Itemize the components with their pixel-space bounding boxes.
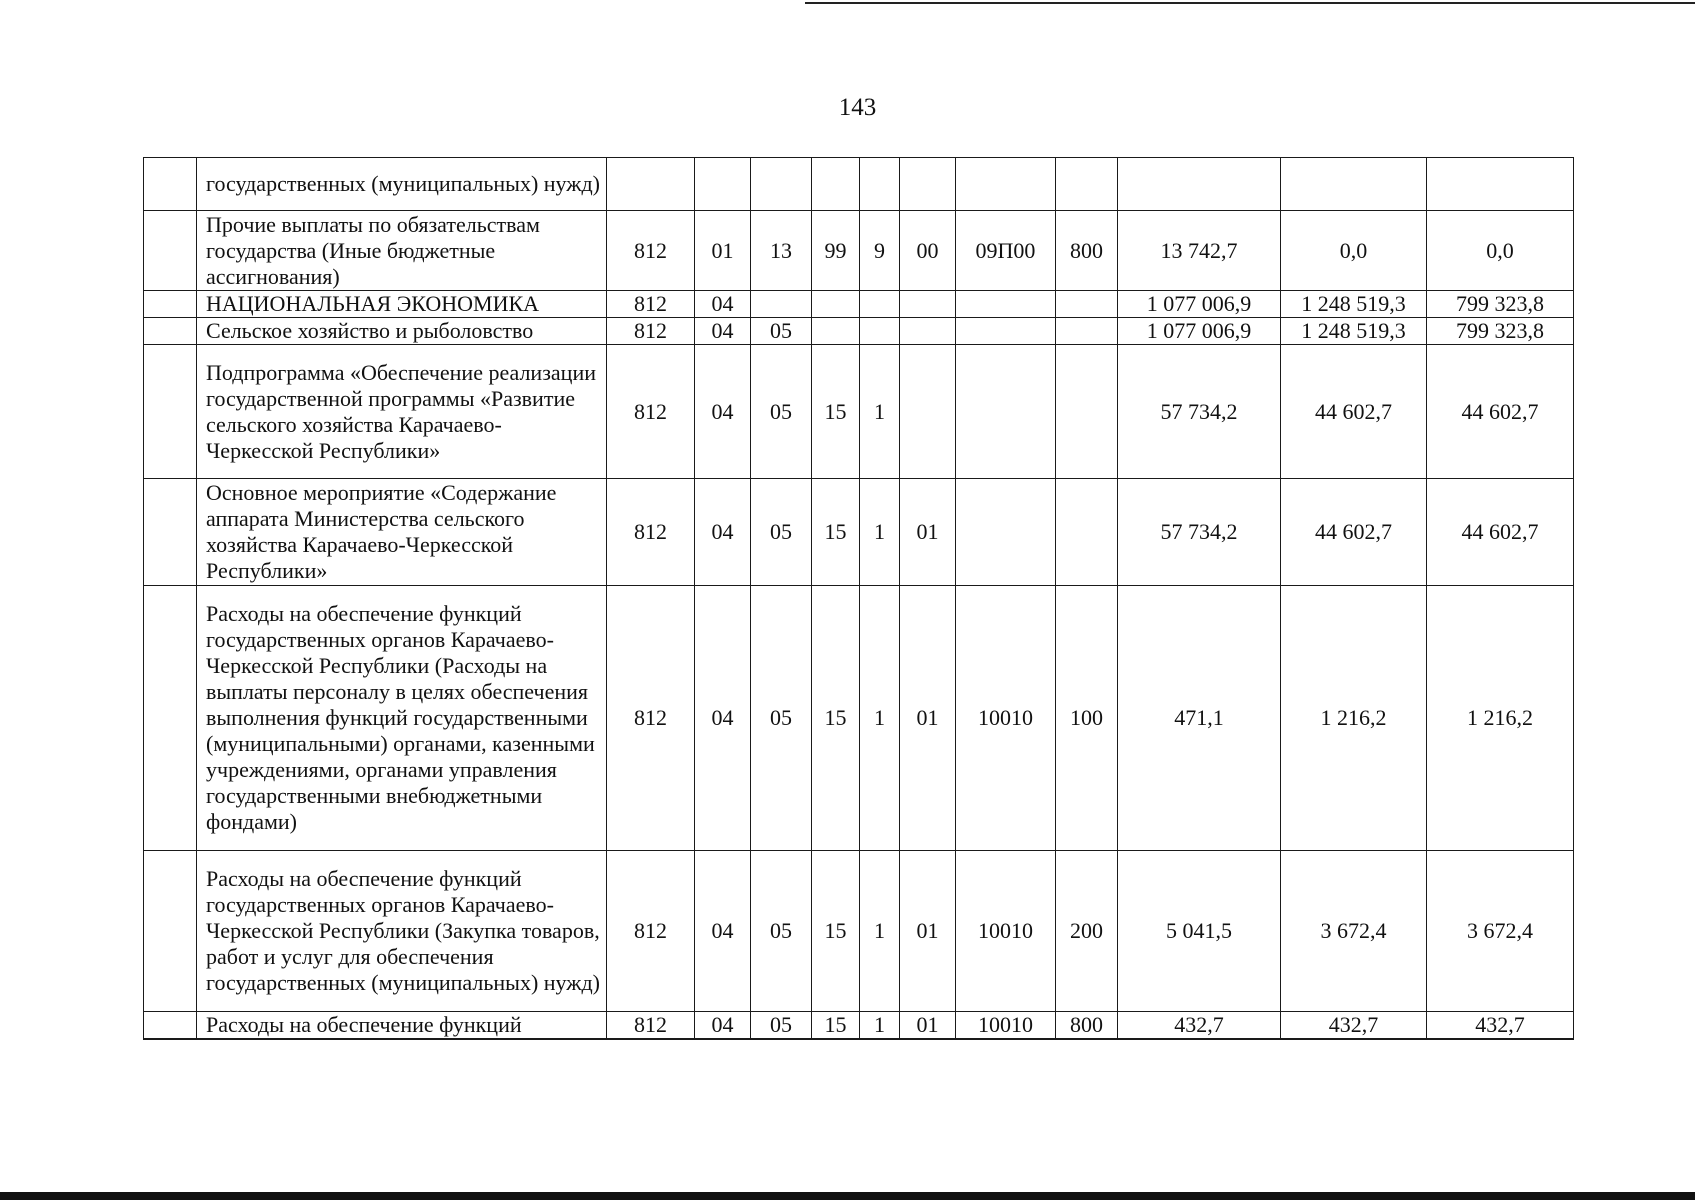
sum-2-cell: 1 216,2 xyxy=(1281,586,1427,851)
razdel-cell xyxy=(695,158,751,211)
vid-rashodov-cell xyxy=(1056,318,1118,345)
razdel-cell: 04 xyxy=(695,479,751,586)
table-row xyxy=(144,291,1574,318)
subprogram-cell: 1 xyxy=(860,851,900,1012)
razdel-cell: 04 xyxy=(695,291,751,318)
row-index-cell xyxy=(144,345,197,479)
razdel-cell: 04 xyxy=(695,345,751,479)
subprogram-cell: 1 xyxy=(860,345,900,479)
sum-3-cell: 432,7 xyxy=(1427,1012,1574,1040)
program-cell: 15 xyxy=(812,345,860,479)
sum-3-cell: 799 323,8 xyxy=(1427,318,1574,345)
sum-1-cell: 13 742,7 xyxy=(1118,211,1281,291)
sum-3-cell: 1 216,2 xyxy=(1427,586,1574,851)
napravlenie-cell xyxy=(956,345,1056,479)
vid-rashodov-cell: 800 xyxy=(1056,1012,1118,1040)
podrazdel-cell xyxy=(751,291,812,318)
podrazdel-cell: 05 xyxy=(751,318,812,345)
sum-2-cell: 44 602,7 xyxy=(1281,479,1427,586)
vid-rashodov-cell xyxy=(1056,479,1118,586)
vedomstvo-cell: 812 xyxy=(607,586,695,851)
program-cell xyxy=(812,158,860,211)
row-index-cell xyxy=(144,851,197,1012)
sum-1-cell: 1 077 006,9 xyxy=(1118,318,1281,345)
sum-2-cell: 3 672,4 xyxy=(1281,851,1427,1012)
sum-3-cell: 44 602,7 xyxy=(1427,345,1574,479)
vid-rashodov-cell xyxy=(1056,291,1118,318)
table-row xyxy=(144,1012,1574,1040)
table-row xyxy=(144,586,1574,851)
subprogram-cell xyxy=(860,291,900,318)
meropriyatie-cell xyxy=(900,318,956,345)
vid-rashodov-cell: 200 xyxy=(1056,851,1118,1012)
row-index-cell xyxy=(144,479,197,586)
sum-2-cell: 432,7 xyxy=(1281,1012,1427,1040)
subprogram-cell: 1 xyxy=(860,479,900,586)
sum-1-cell: 432,7 xyxy=(1118,1012,1281,1040)
expense-name-cell: Расходы на обеспечение функций государственных органов Карачаево-Черкесской Республики (Закупка товаров, работ и услуг для обеспечения государственных (муниципальных) нужд) xyxy=(197,851,607,1012)
program-cell: 99 xyxy=(812,211,860,291)
row-index-cell xyxy=(144,158,197,211)
sum-2-cell: 1 248 519,3 xyxy=(1281,291,1427,318)
podrazdel-cell: 05 xyxy=(751,479,812,586)
sum-3-cell xyxy=(1427,158,1574,211)
table-row xyxy=(144,479,1574,586)
table-row xyxy=(144,345,1574,479)
row-index-cell xyxy=(144,586,197,851)
page-number: 143 xyxy=(838,94,877,121)
meropriyatie-cell: 00 xyxy=(900,211,956,291)
program-cell: 15 xyxy=(812,851,860,1012)
razdel-cell: 04 xyxy=(695,318,751,345)
meropriyatie-cell xyxy=(900,291,956,318)
table-row xyxy=(144,158,1574,211)
podrazdel-cell: 05 xyxy=(751,1012,812,1040)
podrazdel-cell: 13 xyxy=(751,211,812,291)
expense-name-cell: Прочие выплаты по обязательствам государства (Иные бюджетные ассигнования) xyxy=(197,211,607,291)
sum-3-cell: 799 323,8 xyxy=(1427,291,1574,318)
row-index-cell xyxy=(144,1012,197,1040)
sum-3-cell: 44 602,7 xyxy=(1427,479,1574,586)
sum-3-cell: 3 672,4 xyxy=(1427,851,1574,1012)
vedomstvo-cell: 812 xyxy=(607,291,695,318)
sum-1-cell: 471,1 xyxy=(1118,586,1281,851)
vid-rashodov-cell: 800 xyxy=(1056,211,1118,291)
napravlenie-cell: 10010 xyxy=(956,586,1056,851)
bottom-edge-bar xyxy=(0,1192,1695,1200)
expense-name-cell: Подпрограмма «Обеспечение реализации государственной программы «Развитие сельского хозяйства Карачаево-Черкесской Республики» xyxy=(197,345,607,479)
napravlenie-cell xyxy=(956,158,1056,211)
table-row xyxy=(144,211,1574,291)
podrazdel-cell xyxy=(751,158,812,211)
vid-rashodov-cell xyxy=(1056,345,1118,479)
table-row xyxy=(144,851,1574,1012)
razdel-cell: 04 xyxy=(695,586,751,851)
meropriyatie-cell: 01 xyxy=(900,586,956,851)
sum-1-cell: 5 041,5 xyxy=(1118,851,1281,1012)
budget-table xyxy=(143,157,1574,1040)
vid-rashodov-cell xyxy=(1056,158,1118,211)
podrazdel-cell: 05 xyxy=(751,345,812,479)
razdel-cell: 04 xyxy=(695,1012,751,1040)
vid-rashodov-cell: 100 xyxy=(1056,586,1118,851)
expense-name-cell: Расходы на обеспечение функций xyxy=(197,1012,607,1040)
subprogram-cell xyxy=(860,318,900,345)
sum-3-cell: 0,0 xyxy=(1427,211,1574,291)
napravlenie-cell: 09П00 xyxy=(956,211,1056,291)
meropriyatie-cell xyxy=(900,345,956,479)
top-edge-line xyxy=(805,2,1695,4)
meropriyatie-cell xyxy=(900,158,956,211)
subprogram-cell xyxy=(860,158,900,211)
expense-name-cell: Основное мероприятие «Содержание аппарата Министерства сельского хозяйства Карачаево-Черкесской Республики» xyxy=(197,479,607,586)
napravlenie-cell xyxy=(956,291,1056,318)
napravlenie-cell: 10010 xyxy=(956,1012,1056,1040)
meropriyatie-cell: 01 xyxy=(900,851,956,1012)
vedomstvo-cell xyxy=(607,158,695,211)
razdel-cell: 01 xyxy=(695,211,751,291)
razdel-cell: 04 xyxy=(695,851,751,1012)
row-index-cell xyxy=(144,291,197,318)
sum-2-cell: 0,0 xyxy=(1281,211,1427,291)
row-index-cell xyxy=(144,318,197,345)
vedomstvo-cell: 812 xyxy=(607,479,695,586)
napravlenie-cell: 10010 xyxy=(956,851,1056,1012)
sum-2-cell: 1 248 519,3 xyxy=(1281,318,1427,345)
table-row xyxy=(144,318,1574,345)
expense-name-cell: Расходы на обеспечение функций государственных органов Карачаево-Черкесской Республики (Расходы на выплаты персоналу в целях обеспечения выполнения функций государственными (муниципальными) органами, казенными учреждениями, органами управления государственными внебюджетными фондами) xyxy=(197,586,607,851)
row-index-cell xyxy=(144,211,197,291)
vedomstvo-cell: 812 xyxy=(607,318,695,345)
expense-name-cell: государственных (муниципальных) нужд) xyxy=(197,158,607,211)
napravlenie-cell xyxy=(956,318,1056,345)
sum-2-cell: 44 602,7 xyxy=(1281,345,1427,479)
program-cell: 15 xyxy=(812,1012,860,1040)
sum-2-cell xyxy=(1281,158,1427,211)
expense-name-cell: Сельское хозяйство и рыболовство xyxy=(197,318,607,345)
meropriyatie-cell: 01 xyxy=(900,479,956,586)
sum-1-cell xyxy=(1118,158,1281,211)
subprogram-cell: 1 xyxy=(860,586,900,851)
sum-1-cell: 57 734,2 xyxy=(1118,345,1281,479)
vedomstvo-cell: 812 xyxy=(607,1012,695,1040)
vedomstvo-cell: 812 xyxy=(607,211,695,291)
subprogram-cell: 9 xyxy=(860,211,900,291)
napravlenie-cell xyxy=(956,479,1056,586)
program-cell: 15 xyxy=(812,586,860,851)
vedomstvo-cell: 812 xyxy=(607,851,695,1012)
sum-1-cell: 1 077 006,9 xyxy=(1118,291,1281,318)
program-cell xyxy=(812,291,860,318)
podrazdel-cell: 05 xyxy=(751,586,812,851)
expense-name-cell: НАЦИОНАЛЬНАЯ ЭКОНОМИКА xyxy=(197,291,607,318)
vedomstvo-cell: 812 xyxy=(607,345,695,479)
program-cell: 15 xyxy=(812,479,860,586)
sum-1-cell: 57 734,2 xyxy=(1118,479,1281,586)
podrazdel-cell: 05 xyxy=(751,851,812,1012)
subprogram-cell: 1 xyxy=(860,1012,900,1040)
meropriyatie-cell: 01 xyxy=(900,1012,956,1040)
program-cell xyxy=(812,318,860,345)
